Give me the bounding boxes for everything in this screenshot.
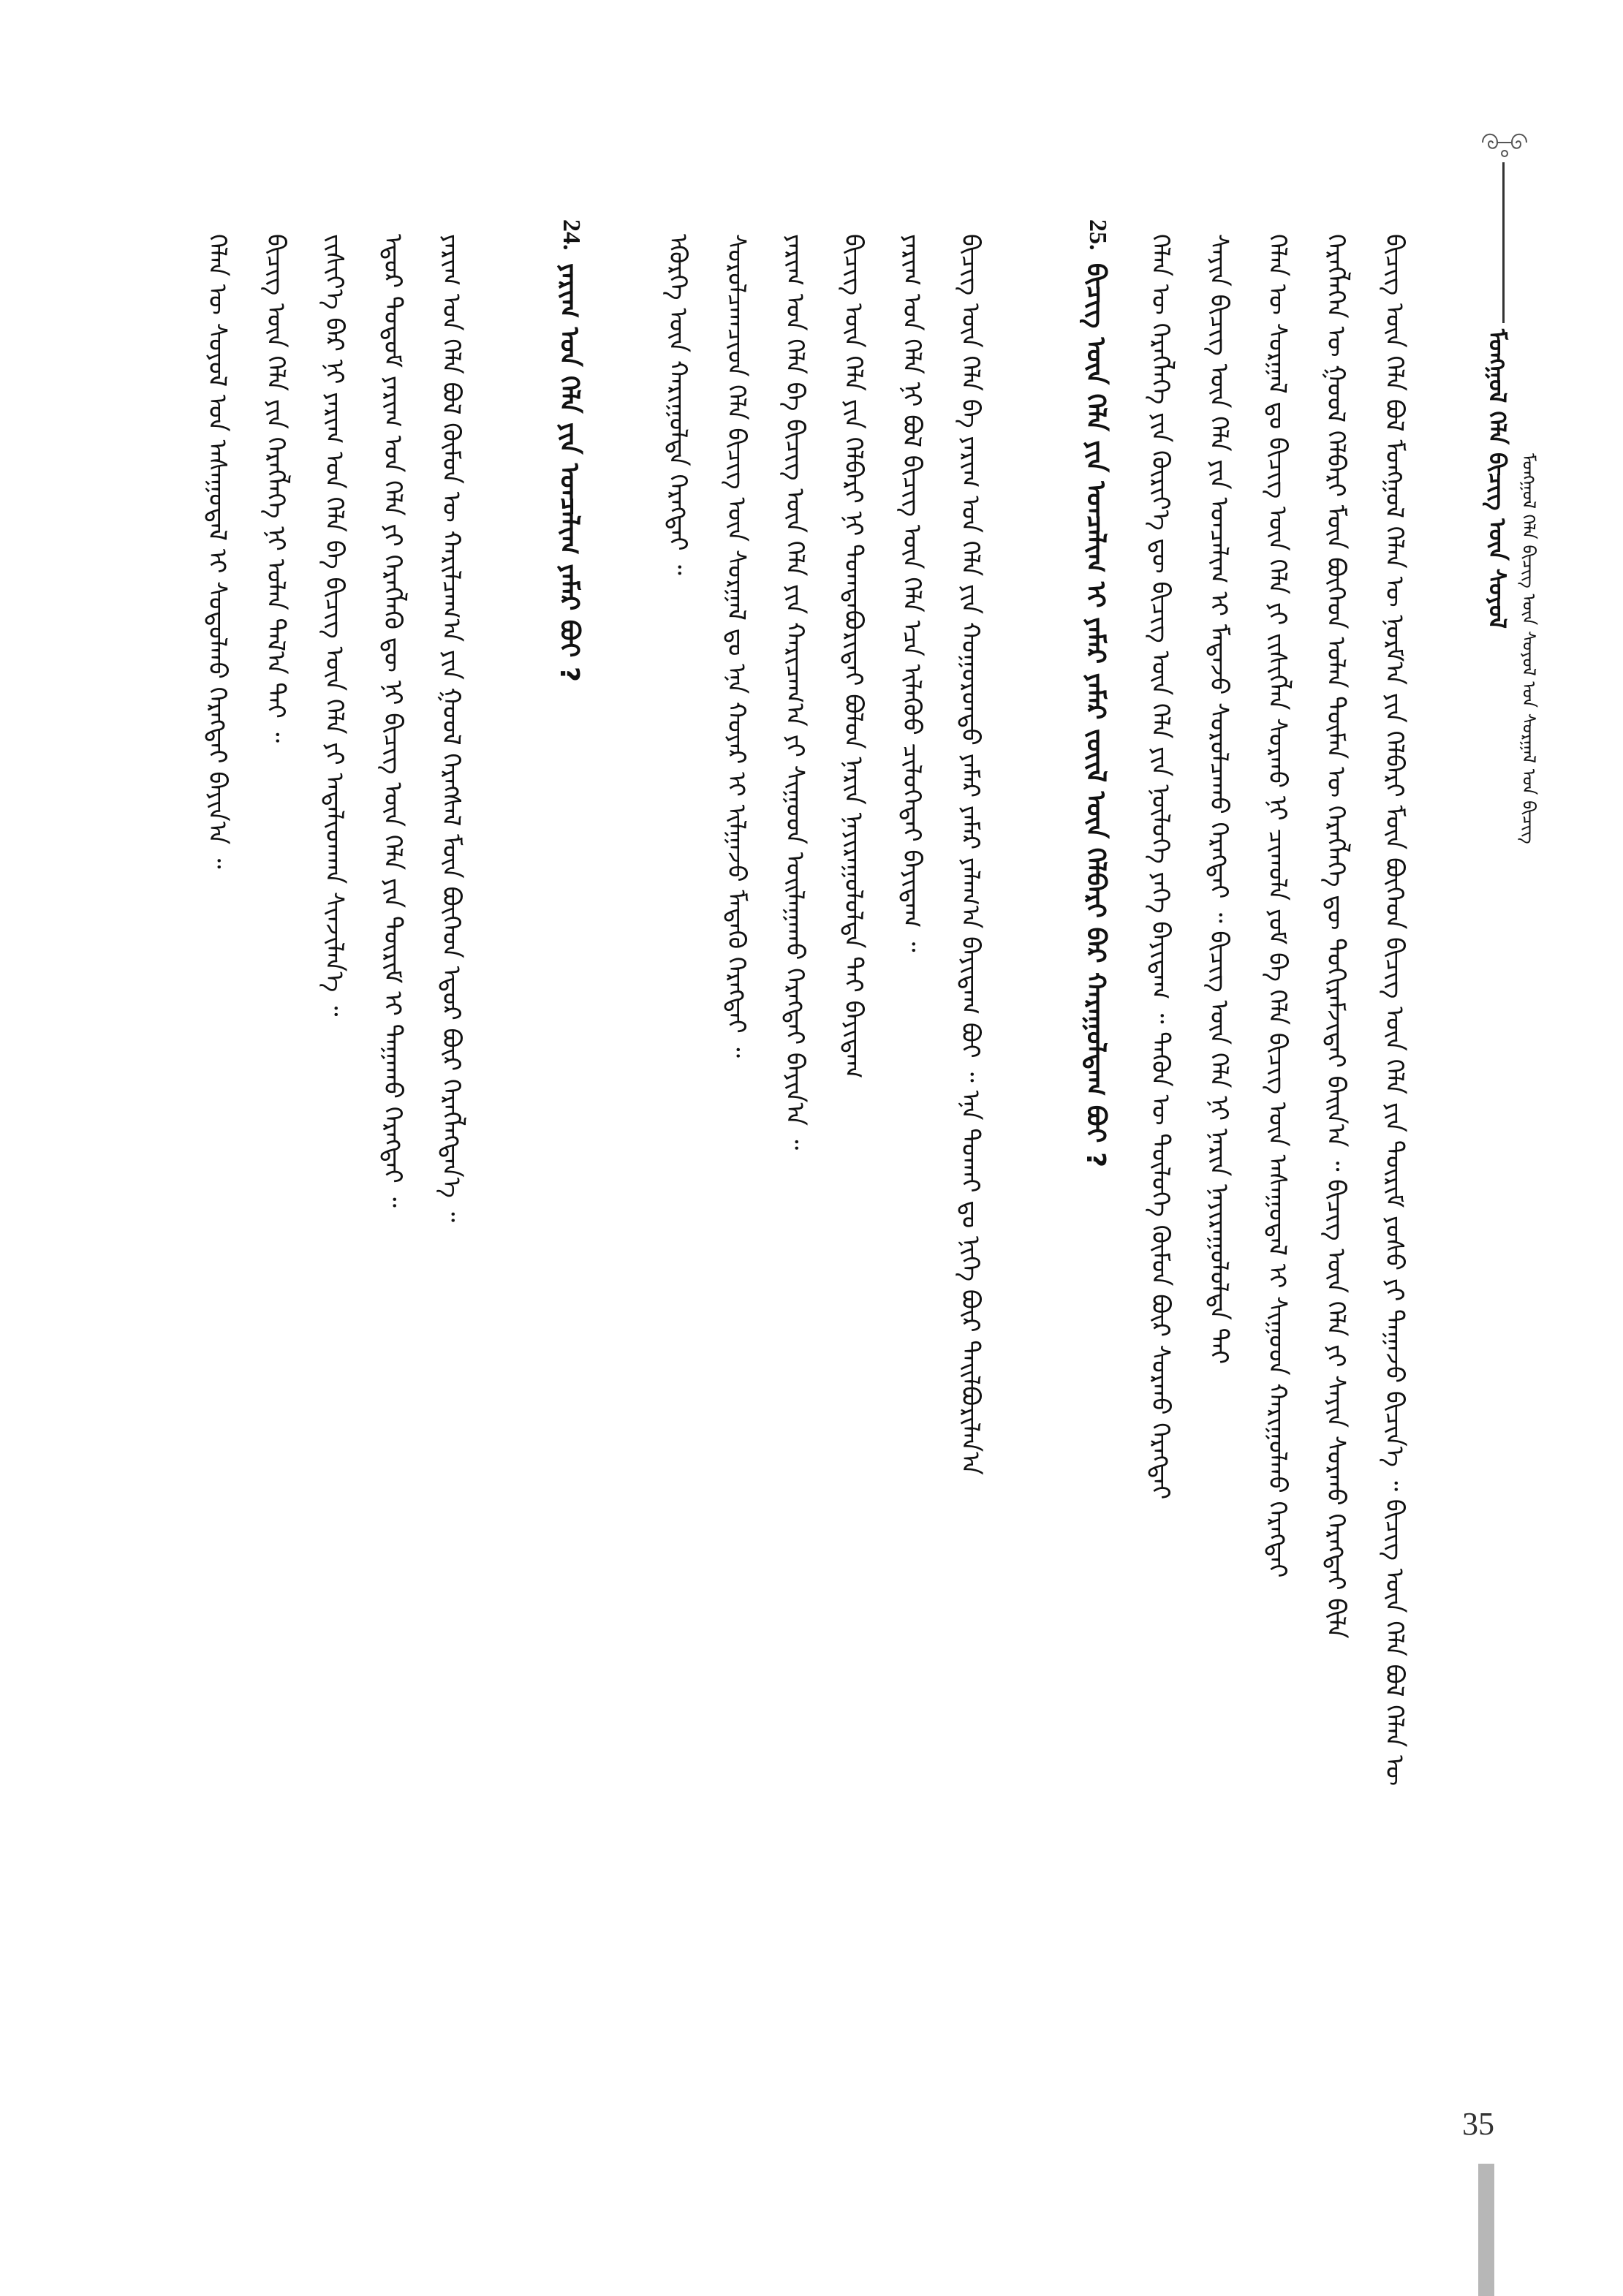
text-column: ᠪᠢᠴᠢᠭ ᠦᠨ ᠬᠡᠯᠡ ᠪᠠ ᠶᠠᠷᠢᠭ ᠤᠨ ᠬᠡᠯᠡ ᠶᠢᠨ ᠬᠣᠭᠣᠷᠣᠨᠳᠤ ᠶᠠᠮᠠᠷ ᠶᠠᠮᠠᠷ ᠶᠠᠯᠠᠭ᠎ᠠ ᠪᠠᠶᠢᠳᠠᠭ ᠪᠣᠢ ᠃ ᠡᠨᠡ ᠲᠤᠬᠠᠢ ᠳᠤ ᠨᠢᠭᠡ ᠪᠦᠷ ᠲᠠᠢᠯᠪᠤᠷᠢᠯᠠᠨ᠎ᠠ — [956, 234, 985, 1475]
question-number: 25. — [1084, 219, 1111, 251]
side-tab-marker — [1478, 2164, 1494, 2296]
text-column: ᠶᠠᠷᠢᠭ ᠤᠨ ᠬᠡᠯᠡ ᠪᠣᠯ ᠬᠦᠮᠦᠨ ᠦ ᠬᠠᠷᠢᠯᠴᠠᠭ᠎ᠠ ᠶᠢᠨ ᠭᠣᠣᠯ ᠬᠡᠷᠡᠭᠰᠡᠯ ᠮᠥᠨ ᠪᠥᠭᠡᠳ ᠡᠳᠦᠷ ᠪᠦᠷ ᠬᠡᠷᠡᠭᠯᠡᠭᠳᠡᠨ᠎ᠡ ᠃ — [436, 234, 466, 1222]
scroll-ornament-icon — [1475, 124, 1534, 161]
text-column: ᠡᠳᠦᠷ ᠲᠤᠲᠤᠮ ᠶᠠᠷᠢᠭ ᠤᠨ ᠬᠡᠯᠡ ᠶᠢ ᠬᠡᠷᠡᠭᠯᠡᠬᠦ ᠳᠦ ᠨᠢ ᠪᠢᠴᠢᠭ ᠦᠨ ᠬᠡᠯᠡ ᠶᠢᠨ ᠳᠦᠷᠢᠮ ᠢ ᠳᠠᠭᠠᠬᠤ ᠬᠡᠷᠡᠭᠲᠡᠢ ᠃ — [378, 234, 407, 1208]
running-header-title: ᠮᠣᠩᠭᠣᠯ ᠬᠡᠯᠡ ᠪᠢᠴᠢᠭ ᠦᠨ ᠰᠣᠶᠣᠯ — [1483, 329, 1511, 629]
text-column: ᠪᠢᠴᠢᠭ ᠦᠨ ᠬᠡᠯᠡ ᠪᠣᠯ ᠮᠣᠩᠭᠣᠯ ᠬᠡᠯᠡᠨ ᠦ ᠨᠣᠷᠮ᠎ᠠ ᠶᠢᠨ ᠬᠡᠯᠪᠡᠷᠢ ᠮᠥᠨ ᠪᠥᠭᠡᠳ ᠪᠢᠴᠢᠭ ᠦᠨ ᠬᠡᠯᠡ ᠶᠢᠨ ᠳᠦᠷᠢᠮ ᠶᠣᠰᠣ ᠶᠢ ᠳᠠᠭᠠᠵᠤ ᠪᠢᠴᠢᠨ᠎ᠡ ᠃ ᠪᠢᠴᠢᠭ ᠦᠨ ᠬᠡᠯᠡ ᠪᠣᠯ ᠬᠡᠯᠡᠨ ᠦ — [1380, 234, 1409, 1787]
text-column: ᠬᠡᠯᠡᠨ ᠦ ᠰᠣᠶᠣᠯ ᠤᠨ ᠠᠰᠠᠭᠤᠳᠠᠯ ᠢ ᠰᠤᠳᠤᠯᠬᠤ ᠬᠡᠷᠡᠭᠲᠡᠢ ᠪᠠᠶᠢᠨ᠎ᠠ ᠃ — [203, 234, 232, 869]
text-column: ᠬᠡᠷᠡᠭᠯᠡᠭᠡᠨ ᠦ ᠭᠣᠣᠯ ᠬᠡᠯᠪᠡᠷᠢ ᠮᠥᠨ ᠪᠥᠭᠡᠳ ᠣᠯᠠᠨ ᠲᠥᠮᠡᠨ ᠦ ᠬᠡᠷᠡᠭᠯᠡᠭᠡ ᠳᠦ ᠲᠣᠬᠢᠷᠠᠮᠵᠢᠲᠠᠢ ᠪᠠᠢᠨ᠎ᠠ ᠃ ᠪᠢᠴᠢᠭ ᠦᠨ ᠬᠡᠯᠡ ᠶᠢ ᠰᠠᠶᠢᠨ ᠰᠤᠷᠬᠤ ᠬᠡᠷᠡᠭᠲᠡᠢ ᠪᠢᠯᠡ — [1321, 234, 1350, 1639]
text-column: ᠵᠢᠱᠢᠶ᠎ᠡ ᠪᠡᠷ ᠨᠢ ᠶᠠᠷᠢᠭ ᠤᠨ ᠬᠡᠯᠡ ᠪᠠ ᠪᠢᠴᠢᠭ ᠦᠨ ᠬᠡᠯᠡ ᠶᠢ ᠠᠳᠠᠯᠢᠳᠬᠠᠨ ᠰᠢᠨᠵᠢᠯᠡᠨ᠎ᠡ ᠃ — [319, 234, 349, 1017]
text-column: ᠬᠡᠯᠡᠨ ᠦ ᠰᠤᠷᠭᠠᠯ ᠳᠤ ᠪᠢᠴᠢᠭ ᠦᠨ ᠬᠡᠯᠡ ᠶᠢ ᠵᠢᠱᠢᠭ᠌ᠯᠡᠨ ᠰᠤᠷᠬᠤ ᠨᠢ ᠴᠢᠬᠤᠯᠠ ᠶᠤᠮ ᠪᠠ ᠬᠡᠯᠡ ᠪᠢᠴᠢᠭ ᠦᠨ ᠠᠰᠠᠭᠤᠳᠠᠯ ᠢ ᠰᠢᠭᠤᠳ ᠬᠠᠷᠢᠭᠤᠯᠬᠤ ᠬᠡᠷᠡᠭᠲᠡᠢ — [1263, 234, 1292, 1578]
section-heading: ᠪᠢᠴᠢᠭ ᠦᠨ ᠬᠡᠯᠡ ᠶᠢᠨ ᠣᠨᠴᠠᠯᠢᠭ ᠢ ᠶᠠᠮᠠᠷ ᠶᠠᠮᠠᠷ ᠵᠦᠢᠯ ᠦᠨ ᠬᠡᠯᠪᠡᠷᠢ ᠪᠡᠷ ᠬᠠᠷᠠᠭᠤᠯᠳᠠᠭ ᠪᠣᠢ ? — [1081, 263, 1111, 1167]
text-column: ᠬᠡᠯᠡᠨ ᠦ ᠬᠡᠷᠡᠭᠯᠡᠭᠡ ᠶᠢᠨ ᠬᠦᠷᠢᠶ᠎ᠡ ᠳᠦ ᠪᠢᠴᠢᠭ ᠦᠨ ᠬᠡᠯᠡ ᠶᠢᠨ ᠨᠥᠯᠥᠭᠡ ᠶᠡᠬᠡ ᠪᠠᠶᠢᠳᠠᠭ ᠃ ᠲᠡᠭᠦᠨ ᠦ ᠲᠥᠯᠥᠭᠡ ᠬᠦᠮᠦᠨ ᠪᠦᠷ ᠰᠤᠷᠬᠤ ᠬᠡᠷᠡᠭᠲᠡᠢ — [1146, 234, 1175, 1500]
running-header-subtitle: ᠮᠣᠩᠭᠣᠯ ᠬᠡᠯᠡ ᠪᠢᠴᠢᠭ ᠦᠨ ᠰᠣᠶᠣᠯ ᠤᠨ ᠰᠤᠷᠭᠠᠯ ᠤᠨ ᠪᠢᠴᠢᠭ — [1518, 453, 1539, 844]
page-number: 35 — [1462, 2106, 1494, 2142]
header-rule — [1502, 162, 1505, 323]
text-column: ᠪᠢᠴᠢᠭ ᠦᠨ ᠬᠡᠯᠡ ᠶᠢᠨ ᠬᠡᠷᠡᠭᠯᠡᠭᠡ ᠨᠢ ᠣᠯᠠᠨ ᠲᠠᠯ᠎ᠠ ᠲᠠᠢ ᠃ — [261, 234, 290, 743]
text-column: ᠪᠢᠴᠢᠭ ᠦᠨ ᠬᠡᠯᠡ ᠶᠢᠨ ᠬᠡᠯᠪᠡᠷᠢ ᠨᠢ ᠲᠣᠭᠲᠠᠪᠤᠷᠢᠲᠠᠢ ᠪᠣᠯᠤᠨ ᠨᠠᠷᠢᠨ ᠨᠠᠶᠢᠷᠠᠭᠤᠯᠤᠯᠲᠠ ᠲᠠᠢ ᠪᠠᠶᠢᠳᠠᠭ — [839, 234, 868, 1079]
section-heading: ᠶᠠᠷᠢᠭ ᠤᠨ ᠬᠡᠯᠡ ᠶᠢᠨ ᠣᠨᠴᠠᠯᠢᠭ ᠶᠠᠮᠠᠷ ᠪᠣᠢ ? — [554, 263, 584, 682]
text-column: ᠰᠠᠶᠢᠨ ᠪᠢᠴᠢᠭ ᠦᠨ ᠬᠡᠯᠡ ᠶᠢᠨ ᠣᠨᠴᠠᠯᠢᠭ ᠢ ᠮᠡᠳᠡᠵᠦ ᠰᠤᠷᠤᠯᠴᠠᠬᠤ ᠬᠡᠷᠡᠭᠲᠡᠢ ᠃ ᠪᠢᠴᠢᠭ ᠦᠨ ᠬᠡᠯᠡ ᠨᠢ ᠨᠠᠷᠢᠨ ᠨᠠᠶᠢᠷᠠᠭᠤᠯᠤᠯᠲᠠ ᠲᠠᠢ — [1204, 234, 1233, 1365]
text-column: ᠡᠭᠦᠷᠭᠡ ᠦᠨ ᠬᠠᠷᠢᠭᠤᠯᠲᠠ ᠬᠡᠷᠡᠭᠲᠡᠢ ᠃ — [663, 234, 692, 575]
text-column: ᠰᠤᠷᠤᠯᠴᠠᠭᠴᠢᠳ ᠬᠡᠯᠡ ᠪᠢᠴᠢᠭ ᠦᠨ ᠰᠤᠷᠭᠠᠯ ᠳᠤ ᠡᠨᠡ ᠬᠣᠶᠠᠷ ᠢ ᠢᠯᠭᠠᠵᠤ ᠮᠡᠳᠡᠬᠦ ᠬᠡᠷᠡᠭᠲᠡᠢ ᠃ — [722, 234, 751, 1058]
question-number: 24. — [558, 219, 585, 251]
text-column: ᠶᠠᠷᠢᠭ ᠤᠨ ᠬᠡᠯᠡ ᠨᠢ ᠪᠤᠯ ᠪᠢᠴᠢᠭ ᠦᠨ ᠬᠡᠯᠡ ᠡᠴᠡ ᠢᠯᠡᠭᠦᠦ ᠴᠢᠯᠦᠭᠡᠲᠡᠢ ᠪᠠᠶᠢᠳᠠᠭ ᠃ — [897, 234, 926, 952]
text-column: ᠶᠠᠷᠢᠭ ᠤᠨ ᠬᠡᠯᠡ ᠪᠠ ᠪᠢᠴᠢᠭ ᠦᠨ ᠬᠡᠯᠡ ᠶᠢᠨ ᠬᠠᠷᠢᠴᠠᠭ᠎ᠠ ᠶᠢ ᠰᠢᠭᠤᠳ ᠣᠢᠯᠠᠭᠠᠬᠤ ᠬᠡᠷᠡᠭᠲᠡᠢ ᠪᠠᠶᠢᠨ᠎ᠠ ᠃ — [780, 234, 809, 1151]
